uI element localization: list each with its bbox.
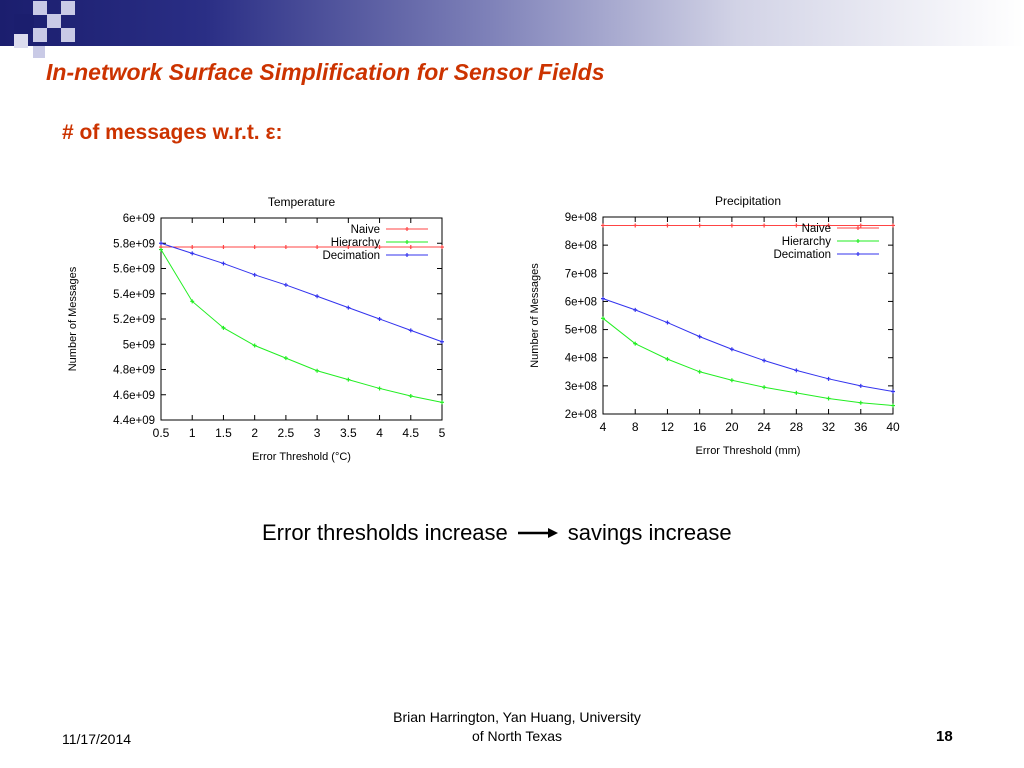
chart1-plot-frame	[161, 218, 442, 420]
chart2-series-hierarchy-point	[859, 401, 863, 405]
header-gradient-bar	[0, 0, 1024, 46]
chart2-y-tick-label: 2e+08	[564, 409, 597, 421]
chart2-series-decimation-point	[665, 321, 669, 325]
chart1-y-tick-label: 4.4e+09	[113, 415, 155, 427]
chart2-legend-marker	[856, 239, 860, 243]
chart1-series-hierarchy-point	[253, 344, 257, 348]
chart2-legend-label: Decimation	[773, 249, 831, 261]
slide-title: In-network Surface Simplification for Sensor Fields	[46, 59, 605, 85]
chart2-series-naive-point	[665, 223, 669, 227]
chart2-series-hierarchy-point	[794, 391, 798, 395]
chart2-series-hierarchy-point	[827, 397, 831, 401]
chart1-series-naive-point	[409, 245, 413, 249]
chart2-legend-label: Naive	[801, 223, 831, 235]
chart2-y-tick-label: 9e+08	[564, 212, 597, 224]
footer-page-number: 18	[936, 728, 953, 745]
chart1-x-tick-label: 3.5	[339, 426, 357, 440]
chart1-x-tick-label: 2.5	[277, 426, 295, 440]
chart2-y-tick-label: 7e+08	[564, 268, 597, 281]
chart1-y-tick-label: 5.4e+09	[113, 288, 155, 301]
chart2-series-naive-point	[891, 223, 895, 227]
footer-date: 11/17/2014	[62, 731, 132, 747]
footer-author	[352, 708, 682, 746]
chart2-x-tick-label: 40	[886, 420, 900, 434]
chart2-series-naive-point	[698, 223, 702, 227]
chart2-title: Precipitation	[714, 194, 782, 208]
decor-square	[47, 14, 61, 28]
chart2-series-decimation-line	[603, 299, 893, 392]
chart2-y-axis-label: Number of Messages	[529, 263, 541, 368]
chart1-series-hierarchy-point	[315, 369, 319, 373]
chart1-y-tick-label: 4.8e+09	[113, 364, 155, 377]
footer-author-line2: of North Texas	[471, 728, 562, 744]
chart1-series-decimation-point	[253, 273, 257, 277]
chart1-series-hierarchy-point	[346, 378, 350, 382]
chart2-series-hierarchy-point	[698, 370, 702, 374]
caption	[262, 520, 732, 546]
chart1-series-decimation-point	[190, 251, 194, 255]
chart1-series-hierarchy-point	[284, 356, 288, 360]
caption-right-text: savings increase	[567, 520, 732, 545]
slide-subtitle: # of messages w.r.t. ε:	[62, 121, 283, 144]
chart1-series-decimation-point	[440, 340, 444, 344]
chart2-x-tick-label: 32	[821, 420, 836, 434]
chart1-y-tick-label: 5e+09	[122, 339, 155, 352]
chart2-y-tick-label: 3e+08	[564, 380, 597, 393]
chart1-series-naive-point	[315, 245, 319, 249]
chart1-y-axis-label: Number of Messages	[67, 266, 79, 372]
chart1-title: Temperature	[267, 195, 336, 209]
chart1-legend-label: Naive	[350, 224, 380, 236]
chart2-legend-label: Hierarchy	[781, 236, 831, 248]
chart1-series-decimation-point	[378, 317, 382, 321]
chart1-series-hierarchy-point	[409, 394, 413, 398]
footer-author-line1: Brian Harrington, Yan Huang, University	[393, 709, 641, 725]
chart1-series-decimation-point	[315, 294, 319, 298]
chart2-series-naive-point	[730, 223, 734, 227]
chart1-series-decimation-line	[161, 243, 442, 341]
decor-square	[33, 46, 45, 58]
chart1-series-decimation-point	[346, 306, 350, 310]
chart2-series-decimation-point	[794, 368, 798, 372]
chart1-x-tick-label: 5	[438, 426, 446, 440]
chart1-series-naive-point	[221, 245, 225, 249]
chart2-y-tick-label: 8e+08	[564, 240, 597, 253]
chart2-legend-marker	[856, 252, 860, 256]
chart1-x-tick-label: 4	[376, 426, 383, 440]
chart1-legend-marker	[405, 240, 409, 244]
chart2-x-tick-label: 4	[599, 420, 607, 434]
decor-square	[61, 1, 75, 15]
chart1-series-naive-point	[440, 245, 444, 249]
chart2-series-decimation-point	[601, 297, 605, 301]
decor-square	[33, 28, 47, 42]
chart2-series-hierarchy-point	[730, 378, 734, 382]
chart2-series-hierarchy-point	[665, 357, 669, 361]
decor-square	[61, 28, 75, 42]
chart1-legend-label: Hierarchy	[330, 237, 380, 249]
chart1-x-tick-label: 3	[313, 426, 321, 440]
chart2-x-axis-label: Error Threshold (mm)	[695, 445, 801, 457]
chart1-x-tick-label: 4.5	[402, 426, 420, 440]
chart2-series-naive-point	[762, 223, 766, 227]
chart1-series-decimation-point	[284, 283, 288, 287]
chart2-series-naive-point	[633, 223, 637, 227]
chart1-series-hierarchy-point	[378, 386, 382, 390]
precipitation-chart	[520, 186, 920, 468]
chart1-series-naive-point	[253, 245, 257, 249]
chart2-series-naive-point	[859, 223, 863, 227]
chart2-series-decimation-point	[859, 384, 863, 388]
chart1-legend-label: Decimation	[322, 250, 380, 262]
chart2-x-tick-label: 12	[660, 420, 675, 434]
chart1-y-tick-label: 5.2e+09	[113, 314, 155, 326]
chart1-y-tick-label: 5.8e+09	[113, 238, 155, 251]
chart2-series-decimation-point	[762, 359, 766, 363]
chart1-series-decimation-point	[409, 328, 413, 332]
chart2-series-hierarchy-line	[603, 318, 893, 405]
chart2-x-tick-label: 8	[631, 420, 639, 434]
chart2-x-tick-label: 36	[854, 420, 868, 434]
decor-square	[14, 14, 34, 34]
chart1-x-tick-label: 1.5	[215, 426, 232, 440]
chart1-y-tick-label: 4.6e+09	[113, 389, 155, 402]
chart2-series-decimation-point	[698, 335, 702, 339]
decor-square	[33, 1, 47, 15]
chart1-x-tick-label: 0.5	[152, 426, 170, 440]
chart2-x-tick-label: 24	[757, 420, 771, 434]
chart2-series-decimation-point	[633, 308, 637, 312]
chart1-legend-marker	[405, 253, 409, 257]
chart2-x-tick-label: 20	[725, 420, 739, 434]
caption-left-text: Error thresholds increase	[262, 520, 508, 545]
chart2-x-tick-label: 16	[692, 420, 707, 434]
chart2-series-hierarchy-point	[762, 385, 766, 389]
chart1-series-naive-point	[190, 245, 194, 249]
chart1-y-tick-label: 5.6e+09	[113, 263, 155, 276]
chart1-x-tick-label: 1	[188, 426, 196, 440]
chart1-series-decimation-point	[221, 261, 225, 265]
chart2-legend-marker	[856, 226, 860, 230]
chart1-series-decimation-point	[159, 241, 163, 245]
right-arrow-icon	[518, 526, 558, 540]
chart2-series-naive-point	[794, 223, 798, 227]
decor-square	[14, 34, 28, 48]
chart2-y-tick-label: 5e+08	[564, 324, 597, 337]
chart1-x-tick-label: 2	[251, 426, 259, 440]
chart2-series-naive-point	[601, 223, 605, 227]
chart2-series-decimation-point	[891, 389, 895, 393]
chart1-series-hierarchy-point	[440, 400, 444, 404]
chart2-plot-frame	[603, 217, 893, 414]
chart2-series-hierarchy-point	[891, 404, 895, 408]
chart1-x-axis-label: Error Threshold (°C)	[252, 451, 351, 463]
chart1-y-tick-label: 6e+09	[122, 213, 155, 225]
chart1-series-naive-point	[284, 245, 288, 249]
chart1-legend-marker	[405, 227, 409, 231]
chart2-y-tick-label: 6e+08	[564, 296, 597, 309]
chart2-series-decimation-point	[827, 377, 831, 381]
chart2-y-tick-label: 4e+08	[564, 352, 597, 365]
temperature-chart	[58, 186, 458, 468]
chart2-x-tick-label: 28	[789, 420, 804, 434]
chart2-series-decimation-point	[730, 347, 734, 351]
